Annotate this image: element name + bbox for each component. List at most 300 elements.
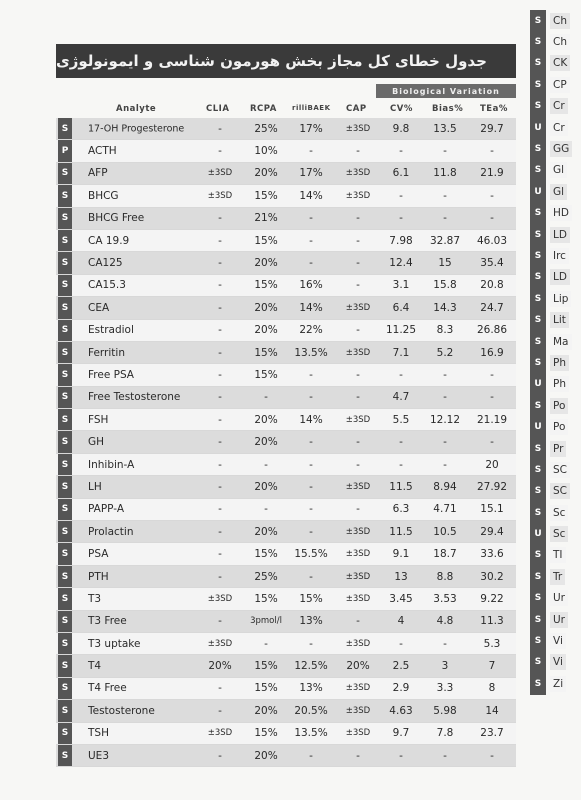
ritili-cell: 14% xyxy=(299,301,323,314)
clia-cell: ±3SD xyxy=(207,638,233,649)
clia-cell: - xyxy=(218,346,222,359)
table-row xyxy=(56,275,516,297)
bias-cell: 15 xyxy=(438,257,452,270)
bias-cell: 8.8 xyxy=(436,570,454,583)
col-analyte: Analyte xyxy=(116,104,157,114)
right-strip-row xyxy=(530,267,581,288)
sample-type-tag: S xyxy=(58,678,72,699)
sample-type-tag: U xyxy=(530,117,546,138)
bias-cell: - xyxy=(443,637,447,650)
table-row xyxy=(56,611,516,633)
sample-type-tag: S xyxy=(530,309,546,330)
analyte-cell: TSH xyxy=(88,727,109,740)
clia-cell: - xyxy=(218,212,222,225)
right-strip-analyte: CP xyxy=(550,77,570,93)
cv-cell: 3.1 xyxy=(392,279,410,292)
ritili-cell: 17% xyxy=(299,167,323,180)
sample-type-tag: S xyxy=(530,502,546,523)
table-row xyxy=(56,588,516,610)
sample-type-tag: S xyxy=(58,431,72,452)
rcpa-cell: 20% xyxy=(254,525,278,538)
ritili-cell: 13.5% xyxy=(294,727,328,740)
right-strip-row xyxy=(530,609,581,630)
rcpa-cell: 21% xyxy=(254,212,278,225)
table-row xyxy=(56,387,516,409)
cv-cell: - xyxy=(399,436,403,449)
table-row xyxy=(56,521,516,543)
cv-cell: 6.1 xyxy=(392,167,410,180)
sample-type-tag: S xyxy=(58,543,72,564)
sample-type-tag: P xyxy=(58,140,72,161)
cap-cell: ±3SD xyxy=(345,302,371,313)
cap-cell: - xyxy=(356,257,360,270)
sample-type-tag: S xyxy=(530,438,546,459)
sample-type-tag: S xyxy=(530,203,546,224)
sample-type-tag: S xyxy=(530,588,546,609)
tea-cell: 21.9 xyxy=(480,167,504,180)
sample-type-tag: S xyxy=(530,652,546,673)
sample-type-tag: S xyxy=(530,352,546,373)
table-row xyxy=(56,208,516,230)
right-strip-analyte: LD xyxy=(550,269,570,285)
tea-cell: - xyxy=(490,391,494,404)
sample-type-tag: S xyxy=(58,185,72,206)
cv-cell: 11.5 xyxy=(389,525,413,538)
table-row xyxy=(56,745,516,767)
ritili-cell: - xyxy=(309,480,313,493)
right-strip-row xyxy=(530,352,581,373)
cap-cell: - xyxy=(356,324,360,337)
clia-cell: - xyxy=(218,145,222,158)
right-strip-row xyxy=(530,566,581,587)
table-row xyxy=(56,185,516,207)
right-strip-row xyxy=(530,203,581,224)
sample-type-tag: U xyxy=(530,416,546,437)
cap-cell: - xyxy=(356,279,360,292)
right-strip-analyte: Lit xyxy=(550,312,569,328)
right-strip-analyte: Cr xyxy=(550,120,568,136)
cap-cell: ±3SD xyxy=(345,347,371,358)
tea-cell: - xyxy=(490,749,494,762)
analyte-cell: FSH xyxy=(88,413,109,426)
tea-cell: - xyxy=(490,436,494,449)
table-row xyxy=(56,163,516,185)
clia-cell: - xyxy=(218,458,222,471)
right-strip-row xyxy=(530,96,581,117)
right-strip-analyte: Ch xyxy=(550,34,570,50)
table-row xyxy=(56,230,516,252)
sample-type-tag: S xyxy=(58,163,72,184)
sample-type-tag: S xyxy=(530,609,546,630)
clia-cell: - xyxy=(218,525,222,538)
sample-type-tag: S xyxy=(530,545,546,566)
analyte-cell: UE3 xyxy=(88,749,109,762)
cv-cell: 9.7 xyxy=(392,727,410,740)
analyte-cell: CEA xyxy=(88,301,110,314)
rcpa-cell: 20% xyxy=(254,257,278,270)
rcpa-cell: 20% xyxy=(254,167,278,180)
right-strip-analyte: Po xyxy=(550,419,568,435)
table-row xyxy=(56,476,516,498)
cap-cell: ±3SD xyxy=(345,638,371,649)
cv-cell: 5.5 xyxy=(392,413,410,426)
right-strip-row xyxy=(530,53,581,74)
clia-cell: - xyxy=(218,749,222,762)
ritili-cell: - xyxy=(309,257,313,270)
right-strip-row xyxy=(530,523,581,544)
sample-type-tag: S xyxy=(530,630,546,651)
rcpa-cell: 15% xyxy=(254,189,278,202)
analyte-cell: Free PSA xyxy=(88,368,134,381)
right-strip-analyte: GG xyxy=(550,141,572,157)
cv-cell: 6.4 xyxy=(392,301,410,314)
rcpa-cell: 15% xyxy=(254,234,278,247)
right-strip-analyte: Lip xyxy=(550,291,571,307)
bias-cell: 4.8 xyxy=(436,615,454,628)
right-strip-analyte: Zi xyxy=(550,676,566,692)
rcpa-cell: 15% xyxy=(254,279,278,292)
rcpa-cell: 25% xyxy=(254,570,278,583)
sample-type-tag: S xyxy=(58,588,72,609)
right-strip-analyte: Po xyxy=(550,398,568,414)
rcpa-cell: 15% xyxy=(254,346,278,359)
right-strip-row xyxy=(530,395,581,416)
sample-type-tag: S xyxy=(530,288,546,309)
table-row xyxy=(56,342,516,364)
bias-cell: 15.8 xyxy=(433,279,457,292)
ritili-cell: 13.5% xyxy=(294,346,328,359)
ritili-cell: 14% xyxy=(299,413,323,426)
analyte-cell: AFP xyxy=(88,167,108,180)
clia-cell: - xyxy=(218,704,222,717)
right-strip-row xyxy=(530,588,581,609)
ritili-cell: 15% xyxy=(299,592,323,605)
bias-cell: 12.12 xyxy=(429,413,461,426)
analyte-cell: PTH xyxy=(88,570,109,583)
tea-cell: - xyxy=(490,212,494,225)
clia-cell: - xyxy=(218,391,222,404)
sample-type-tag: S xyxy=(58,409,72,430)
right-strip-row xyxy=(530,481,581,502)
right-strip-analyte: Sc xyxy=(550,505,568,521)
bias-cell: - xyxy=(443,145,447,158)
analyte-cell: Free Testosterone xyxy=(88,391,181,404)
tea-cell: 5.3 xyxy=(483,637,501,650)
bias-cell: 5.98 xyxy=(433,704,457,717)
clia-cell: - xyxy=(218,301,222,314)
clia-cell: - xyxy=(218,480,222,493)
ritili-cell: - xyxy=(309,391,313,404)
sample-type-tag: S xyxy=(58,745,72,766)
ritili-cell: - xyxy=(309,234,313,247)
page-title: جدول خطای کل مجاز بخش هورمون شناسی و ایمونولوژی xyxy=(56,44,516,78)
cap-cell: ±3SD xyxy=(345,705,371,716)
right-strip-row xyxy=(530,10,581,31)
right-strip-row xyxy=(530,673,581,694)
table-row xyxy=(56,700,516,722)
clia-cell: - xyxy=(218,279,222,292)
sample-type-tag: S xyxy=(58,208,72,229)
cap-cell: ±3SD xyxy=(345,414,371,425)
analyte-cell: CA15.3 xyxy=(88,279,126,292)
analyte-cell: BHCG Free xyxy=(88,212,145,225)
sample-type-tag: S xyxy=(530,138,546,159)
analyte-cell: CA 19.9 xyxy=(88,234,130,247)
sample-type-tag: S xyxy=(530,224,546,245)
tea-cell: 7 xyxy=(488,660,496,673)
bias-cell: 5.2 xyxy=(436,346,454,359)
right-strip-row xyxy=(530,160,581,181)
rcpa-cell: 15% xyxy=(254,592,278,605)
right-strip-row xyxy=(530,288,581,309)
bias-cell: 13.5 xyxy=(433,122,457,135)
cv-cell: 4.63 xyxy=(389,704,413,717)
table-row xyxy=(56,364,516,386)
analyte-cell: T3 Free xyxy=(88,615,127,628)
sample-type-tag: S xyxy=(530,245,546,266)
sample-type-tag: U xyxy=(530,374,546,395)
ritili-cell: 13% xyxy=(299,682,323,695)
cv-cell: 4 xyxy=(397,615,405,628)
bias-cell: 8.3 xyxy=(436,324,454,337)
cap-cell: - xyxy=(356,615,360,628)
cv-cell: 7.98 xyxy=(389,234,413,247)
right-strip-row xyxy=(530,31,581,52)
bias-cell: - xyxy=(443,436,447,449)
cap-cell: ±3SD xyxy=(345,168,371,179)
clia-cell: ±3SD xyxy=(207,593,233,604)
analyte-cell: ACTH xyxy=(88,145,117,158)
sample-type-tag: S xyxy=(58,275,72,296)
clia-cell: - xyxy=(218,548,222,561)
ritili-cell: - xyxy=(309,570,313,583)
clia-cell: - xyxy=(218,234,222,247)
sample-type-tag: S xyxy=(58,320,72,341)
cap-cell: - xyxy=(356,503,360,516)
tea-cell: 30.2 xyxy=(480,570,504,583)
cap-cell: ±3SD xyxy=(345,123,371,134)
sample-type-tag: S xyxy=(58,252,72,273)
rcpa-cell: - xyxy=(264,503,268,516)
right-strip-analyte: SC xyxy=(550,462,570,478)
analyte-cell: Ferritin xyxy=(88,346,125,359)
cap-cell: ±3SD xyxy=(345,728,371,739)
clia-cell: - xyxy=(218,682,222,695)
cv-cell: - xyxy=(399,749,403,762)
cap-cell: - xyxy=(356,391,360,404)
analyte-cell: Estradiol xyxy=(88,324,134,337)
table-row xyxy=(56,678,516,700)
table-row xyxy=(56,297,516,319)
table-row xyxy=(56,252,516,274)
tea-cell: 16.9 xyxy=(480,346,504,359)
sample-type-tag: S xyxy=(58,723,72,744)
right-strip-analyte: Tr xyxy=(550,569,565,585)
sample-type-tag: S xyxy=(58,476,72,497)
cv-cell: 9.1 xyxy=(392,548,410,561)
bias-cell: 4.71 xyxy=(433,503,457,516)
sample-type-tag: S xyxy=(58,454,72,475)
ritili-cell: - xyxy=(309,503,313,516)
sample-type-tag: S xyxy=(530,53,546,74)
rcpa-cell: 3pmol/l xyxy=(250,616,282,627)
analyte-cell: T4 Free xyxy=(88,682,127,695)
col-cap: CAP xyxy=(346,104,367,114)
right-strip-row xyxy=(530,181,581,202)
right-strip-partial-table xyxy=(530,10,581,790)
tea-cell: - xyxy=(490,189,494,202)
tea-cell: 23.7 xyxy=(480,727,504,740)
right-strip-analyte: Gl xyxy=(550,184,567,200)
ritili-cell: 17% xyxy=(299,122,323,135)
cap-cell: ±3SD xyxy=(345,571,371,582)
sample-type-tag: S xyxy=(58,611,72,632)
ritili-cell: 20.5% xyxy=(294,704,328,717)
right-strip-row xyxy=(530,309,581,330)
sample-type-tag: S xyxy=(530,267,546,288)
right-strip-row xyxy=(530,374,581,395)
tea-cell: 27.92 xyxy=(476,480,508,493)
sample-type-tag: S xyxy=(530,96,546,117)
right-strip-analyte: TI xyxy=(550,547,566,563)
cap-cell: - xyxy=(356,145,360,158)
analyte-cell: T3 uptake xyxy=(88,637,141,650)
table-row xyxy=(56,118,516,140)
clia-cell: - xyxy=(218,122,222,135)
right-strip-analyte: Ur xyxy=(550,612,568,628)
rcpa-cell: 15% xyxy=(254,727,278,740)
clia-cell: ±3SD xyxy=(207,168,233,179)
sample-type-tag: S xyxy=(58,566,72,587)
right-strip-row xyxy=(530,502,581,523)
ritili-cell: 13% xyxy=(299,615,323,628)
sample-type-tag: U xyxy=(530,181,546,202)
rcpa-cell: - xyxy=(264,637,268,650)
cv-cell: 2.9 xyxy=(392,682,410,695)
ritili-cell: - xyxy=(309,749,313,762)
tea-cell: 33.6 xyxy=(480,548,504,561)
ritili-cell: - xyxy=(309,436,313,449)
sample-type-tag: S xyxy=(530,673,546,694)
tea-cell: - xyxy=(490,145,494,158)
right-strip-analyte: SC xyxy=(550,483,570,499)
ritili-cell: - xyxy=(309,212,313,225)
bias-cell: - xyxy=(443,189,447,202)
sample-type-tag: S xyxy=(530,331,546,352)
sample-type-tag: U xyxy=(530,523,546,544)
right-strip-row xyxy=(530,416,581,437)
tea-cell: 26.86 xyxy=(476,324,508,337)
analyte-cell: Prolactin xyxy=(88,525,134,538)
right-strip-analyte: HD xyxy=(550,205,572,221)
clia-cell: - xyxy=(218,257,222,270)
ritili-cell: 14% xyxy=(299,189,323,202)
ritili-cell: - xyxy=(309,525,313,538)
rcpa-cell: 20% xyxy=(254,436,278,449)
cap-cell: ±3SD xyxy=(345,593,371,604)
bias-cell: 11.8 xyxy=(433,167,457,180)
right-strip-row xyxy=(530,331,581,352)
right-strip-analyte: Pr xyxy=(550,441,566,457)
bias-cell: 7.8 xyxy=(436,727,454,740)
table-row xyxy=(56,633,516,655)
table-row xyxy=(56,409,516,431)
table-row xyxy=(56,320,516,342)
rcpa-cell: 20% xyxy=(254,480,278,493)
right-strip-row xyxy=(530,545,581,566)
tea-cell: - xyxy=(490,368,494,381)
right-strip-analyte: Sc xyxy=(550,526,568,542)
table-row xyxy=(56,566,516,588)
right-strip-analyte: Ph xyxy=(550,355,569,371)
sample-type-tag: S xyxy=(58,118,72,139)
cv-cell: - xyxy=(399,189,403,202)
sample-type-tag: S xyxy=(58,387,72,408)
rcpa-cell: 20% xyxy=(254,413,278,426)
clia-cell: 20% xyxy=(208,660,232,673)
sample-type-tag: S xyxy=(58,655,72,676)
right-strip-analyte: Vi xyxy=(550,633,566,649)
sample-type-tag: S xyxy=(58,364,72,385)
cap-cell: 20% xyxy=(346,660,370,673)
ritili-cell: 12.5% xyxy=(294,660,328,673)
bias-cell: 14.3 xyxy=(433,301,457,314)
right-strip-row xyxy=(530,138,581,159)
tea-cell: 15.1 xyxy=(480,503,504,516)
cv-cell: 11.25 xyxy=(385,324,417,337)
ritili-cell: 15.5% xyxy=(294,548,328,561)
ritili-cell: - xyxy=(309,145,313,158)
cv-cell: - xyxy=(399,368,403,381)
cv-cell: 2.5 xyxy=(392,660,410,673)
cv-cell: - xyxy=(399,637,403,650)
table-row xyxy=(56,454,516,476)
sample-type-tag: S xyxy=(58,230,72,251)
clia-cell: - xyxy=(218,324,222,337)
analyte-cell: T4 xyxy=(88,660,102,673)
bias-cell: 3.3 xyxy=(436,682,454,695)
sample-type-tag: S xyxy=(530,10,546,31)
cv-cell: - xyxy=(399,212,403,225)
bias-cell: 3.53 xyxy=(433,592,457,605)
bias-cell: - xyxy=(443,458,447,471)
cap-cell: ±3SD xyxy=(345,549,371,560)
rcpa-cell: 20% xyxy=(254,324,278,337)
rcpa-cell: - xyxy=(264,458,268,471)
bias-cell: 8.94 xyxy=(433,480,457,493)
cap-cell: ±3SD xyxy=(345,683,371,694)
right-strip-row xyxy=(530,438,581,459)
right-strip-analyte: CK xyxy=(550,55,570,71)
ritili-cell: 16% xyxy=(299,279,323,292)
cv-cell: 6.3 xyxy=(392,503,410,516)
rcpa-cell: 20% xyxy=(254,301,278,314)
cv-cell: 11.5 xyxy=(389,480,413,493)
col-clia: CLIA xyxy=(206,104,230,114)
rcpa-cell: 15% xyxy=(254,368,278,381)
cv-cell: 12.4 xyxy=(389,257,413,270)
right-strip-analyte: Irc xyxy=(550,248,569,264)
rcpa-cell: 10% xyxy=(254,145,278,158)
hormone-table xyxy=(56,118,516,767)
sample-type-tag: S xyxy=(58,700,72,721)
right-strip-row xyxy=(530,245,581,266)
bias-cell: 18.7 xyxy=(433,548,457,561)
tea-cell: 9.22 xyxy=(480,592,504,605)
right-strip-analyte: Gl xyxy=(550,162,567,178)
clia-cell: - xyxy=(218,413,222,426)
analyte-cell: Testosterone xyxy=(88,704,155,717)
